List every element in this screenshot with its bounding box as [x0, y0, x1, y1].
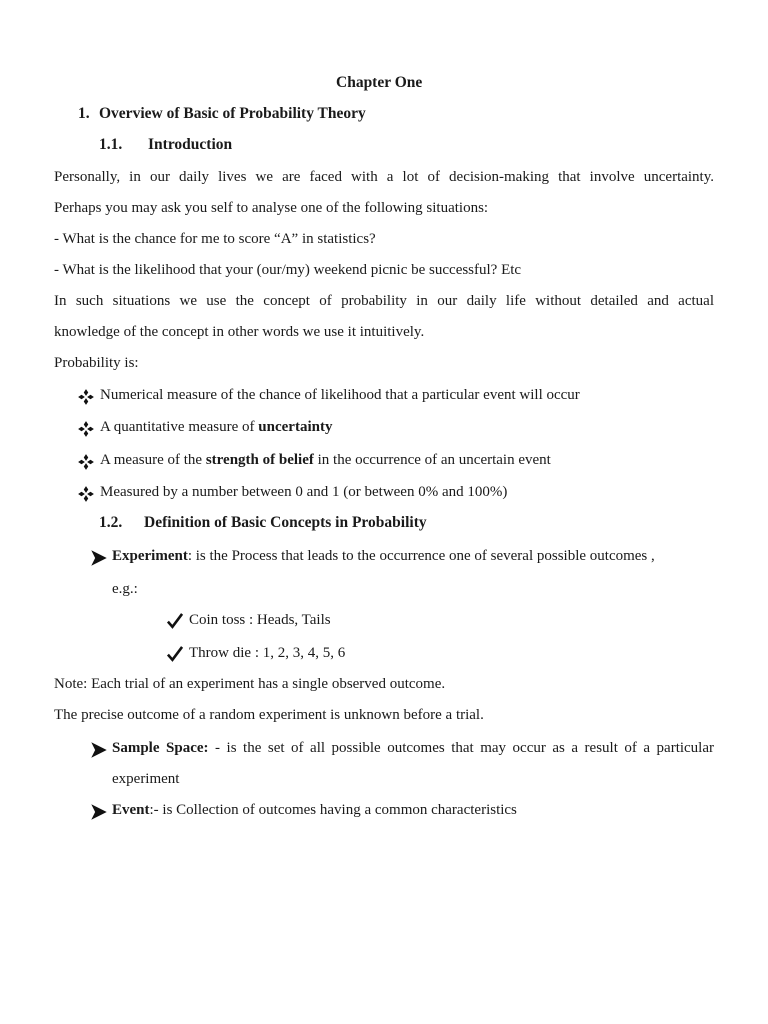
example-item: Throw die : 1, 2, 3, 4, 5, 6 — [189, 645, 346, 661]
definition-text: :- is Collection of outcomes having a common characteristics — [149, 802, 517, 818]
section-1-2-title: Definition of Basic Concepts in Probability — [144, 514, 427, 531]
situation-question: - What is the chance for me to score “A” in statistics? — [54, 231, 376, 247]
arrowhead-bullet-icon — [90, 740, 108, 760]
term-event: Event — [112, 802, 150, 818]
experiment-eg: e.g.: — [112, 581, 138, 597]
sample-space-definition — [112, 738, 714, 758]
probability-is-label: Probability is: — [54, 355, 139, 371]
four-diamond-bullet-icon — [77, 387, 95, 407]
bullet-text: in the occurrence of an uncertain event — [313, 452, 551, 468]
definition-text: - is the set of all possible outcomes that may occur as a result of a particular — [208, 740, 714, 756]
example-item: Coin toss : Heads, Tails — [189, 612, 331, 628]
experiment-definition — [112, 546, 655, 566]
situation-question: - What is the likelihood that your (our/my) weekend picnic be successful? Etc — [54, 262, 522, 278]
term-sample-space: Sample Space: — [112, 740, 209, 756]
bold-term-uncertainty: uncertainty — [258, 419, 333, 435]
event-definition — [112, 800, 517, 820]
probability-bullet-item: Numerical measure of the chance of likelihood that a particular event will occur — [100, 387, 580, 403]
definition-text: : is the Process that leads to the occurrence one of several possible outcomes , — [187, 548, 655, 564]
note-line: Note: Each trial of an experiment has a single observed outcome. — [54, 676, 446, 692]
section-1-2-number: 1.2. — [99, 514, 123, 531]
arrowhead-bullet-icon — [90, 548, 108, 568]
probability-bullet-item — [100, 450, 551, 470]
check-mark-icon — [166, 644, 184, 664]
section-1-1-number: 1.1. — [99, 136, 123, 153]
term-experiment: Experiment — [112, 548, 188, 564]
section-1-number: 1. — [78, 105, 90, 122]
section-1-1-title: Introduction — [148, 136, 233, 153]
section-1-title: Overview of Basic of Probability Theory — [99, 105, 366, 122]
sample-space-definition-continued: experiment — [112, 771, 180, 787]
bullet-text: A quantitative measure of — [100, 419, 259, 435]
probability-bullet-item — [100, 417, 332, 437]
note-line: The precise outcome of a random experiment is unknown before a trial. — [54, 707, 484, 723]
bold-term-strength-of-belief: strength of belief — [205, 452, 314, 468]
chapter-title: Chapter One — [336, 74, 423, 91]
arrowhead-bullet-icon — [90, 802, 108, 822]
intro-paragraph-line: Personally, in our daily lives we are faced with a lot of decision-making that involve uncertainty. — [54, 169, 714, 185]
bullet-text: A measure of the — [100, 452, 206, 468]
four-diamond-bullet-icon — [77, 484, 95, 504]
intro-paragraph-line: Perhaps you may ask you self to analyse one of the following situations: — [54, 200, 489, 216]
intro-paragraph-line: In such situations we use the concept of probability in our daily life without detailed and actual — [54, 293, 714, 309]
four-diamond-bullet-icon — [77, 452, 95, 472]
intro-paragraph-line: knowledge of the concept in other words we use it intuitively. — [54, 324, 425, 340]
check-mark-icon — [166, 611, 184, 631]
probability-bullet-item: Measured by a number between 0 and 1 (or between 0% and 100%) — [100, 484, 508, 500]
four-diamond-bullet-icon — [77, 419, 95, 439]
